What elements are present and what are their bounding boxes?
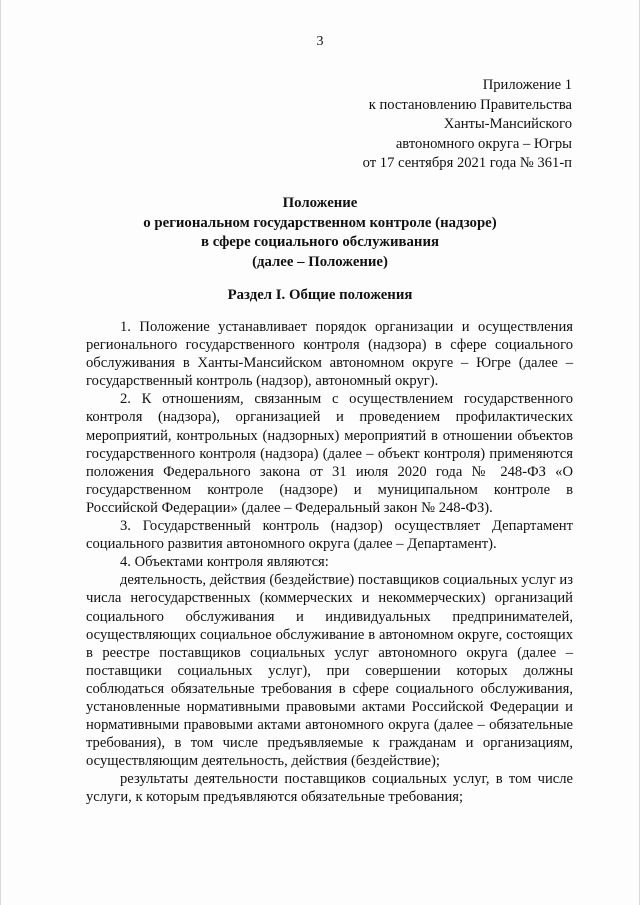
document-body (86, 318, 573, 807)
appendix-line: Ханты-Мансийского (443, 116, 572, 132)
appendix-line: к постановлению Правительства (368, 96, 572, 113)
title-line: Положение (282, 195, 358, 211)
title-line: (далее – Положение) (252, 253, 388, 270)
paragraph-2: 2. К отношениям, связанным с осуществлением государственного контроля (надзора), организацией и проведением профилактических мероприятий, контрольных (надзорных) мероприятий в отношении объектов государственного контроля (надзора) (далее – объект контроля) применяются положения Федерального закона от 31 июля 2020 года № 248-ФЗ «О государственном контроле (надзоре) и муниципальном контроле в Российской Федерации» (далее – Федеральный закон № 248-ФЗ). (86, 391, 573, 516)
section-heading: Раздел I. Общие положения (227, 287, 413, 303)
title-line: в сфере социального обслуживания (201, 234, 439, 250)
appendix-line: Приложение 1 (482, 77, 572, 93)
paragraph-4: 4. Объектами контроля являются: (120, 554, 329, 571)
title-line: о региональном государственном контроле (надзоре) (143, 214, 497, 231)
appendix-line: от 17 сентября 2021 года № 361-п (362, 155, 572, 171)
appendix-line: автономного округа – Югры (395, 135, 572, 152)
appendix-block (363, 76, 572, 174)
paragraph-1: 1. Положение устанавливает порядок организации и осуществления регионального государственного контроля (надзора) в сфере социального обслуживания в Ханты-Мансийском автономном округе – Югре (далее – государственный контроль (надзор), автономный округ). (86, 319, 573, 390)
document-title (1, 194, 639, 272)
paragraph-5: деятельность, действия (бездействие) поставщиков социальных услуг из числа негосударственных (коммерческих и некоммерческих) организаций социального обслуживания и индивидуальных предпринимателей, осуществляющих социальное обслуживание в автономном округе, состоящих в реестре поставщиков социальных услуг автономного округа (далее – поставщики социальных услуг), при совершении которых должны соблюдаться обязательные требования в сфере социального обслуживания, установленные нормативными правовыми актами Российской Федерации и нормативными правовыми актами автономного округа (далее – обязательные требования), в том числе предъявляемые к гражданам и организациям, осуществляющим деятельность, действия (бездействие); (86, 572, 573, 770)
paragraph-3: 3. Государственный контроль (надзор) осуществляет Департамент социального развития автономного округа (далее – Департамент). (86, 518, 573, 553)
page-number: 3 (316, 34, 324, 49)
paragraph-6: результаты деятельности поставщиков социальных услуг, в том числе услуги, к которым предъявляются обязательные требования; (86, 771, 573, 806)
